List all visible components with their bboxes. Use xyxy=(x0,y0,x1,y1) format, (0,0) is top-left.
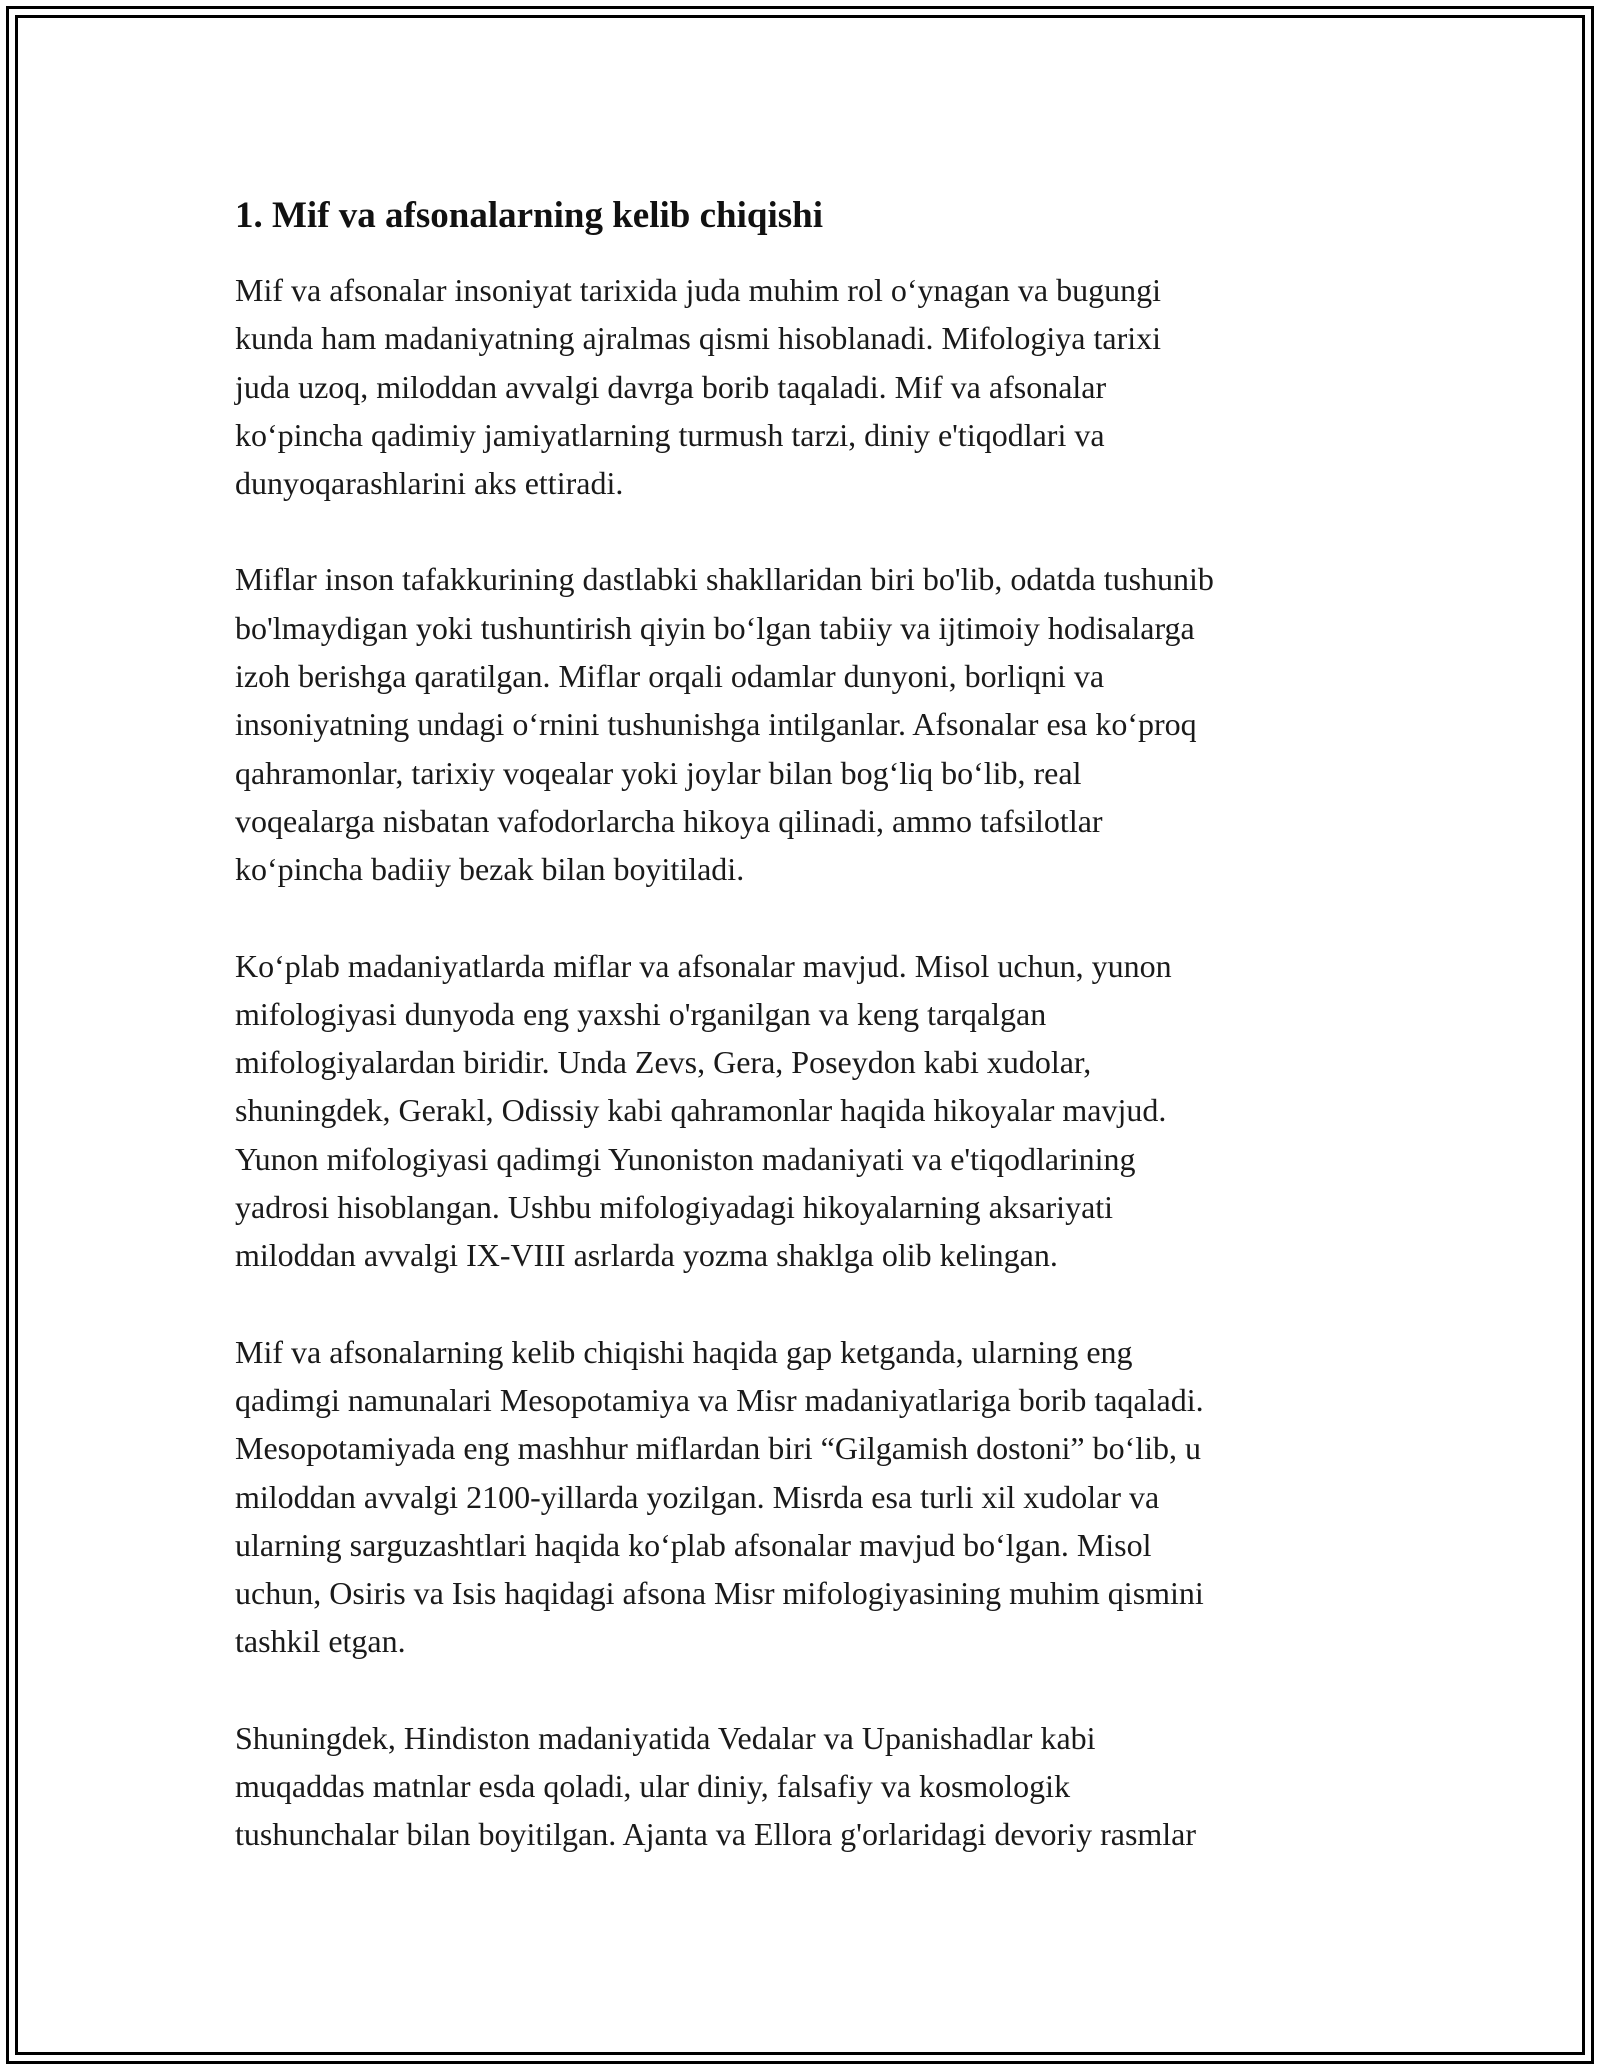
document-body xyxy=(235,188,1375,1907)
paragraph-5: Shuningdek, Hindiston madaniyatida Vedalar va Upanishadlar kabi muqaddas matnlar esda qoladi, ular diniy, falsafiy va kosmologik tushunchalar bilan boyitilgan. Ajanta va Ellora g'orlaridagi devoriy rasmlar xyxy=(235,1719,1197,1853)
paragraph-4: Mif va afsonalarning kelib chiqishi haqida gap ketganda, ularning eng qadimgi namunalari Mesopotamiya va Misr madaniyatlariga borib taqaladi. Mesopotamiyada eng mashhur miflardan biri “Gilgamish dostoni” bo‘lib, u miloddan avvalgi 2100-yillarda yozilgan. Misrda esa turli xil xudolar va ularning sarguzashtlari haqida ko‘plab afsonalar mavjud bo‘lgan. Misol uchun, Osiris va Isis haqidagi afsona Misr mifologiyasining muhim qismini tashkil etgan. xyxy=(235,1333,1204,1660)
paragraph-3: Ko‘plab madaniyatlarda miflar va afsonalar mavjud. Misol uchun, yunon mifologiyasi dunyoda eng yaxshi o'rganilgan va keng tarqalgan mifologiyalardan biridir. Unda Zevs, Gera, Poseydon kabi xudolar, shuningdek, Gerakl, Odissiy kabi qahramonlar haqida hikoyalar mavjud. Yunon mifologiyasi qadimgi Yunoniston madaniyati va e'tiqodlarining yadrosi hisoblangan. Ushbu mifologiyadagi hikoyalarning aksariyati miloddan avvalgi IX-VIII asrlarda yozma shaklga olib kelingan. xyxy=(235,947,1172,1274)
paragraph-1: Mif va afsonalar insoniyat tarixida juda muhim rol o‘ynagan va bugungi kunda ham madaniyatning ajralmas qismi hisoblanadi. Mifologiya tarixi juda uzoq, miloddan avvalgi davrga borib taqaladi. Mif va afsonalar ko‘pincha qadimiy jamiyatlarning turmush tarzi, diniy e'tiqodlari va dunyoqarashlarini aks ettiradi. xyxy=(235,272,1162,502)
paragraph-2: Miflar inson tafakkurining dastlabki shakllaridan biri bo'lib, odatda tushunib bo'lmaydigan yoki tushuntirish qiyin bo‘lgan tabiiy va ijtimoiy hodisalarga izoh berishga qaratilgan. Miflar orqali odamlar dunyoni, borliqni va insoniyatning undagi o‘rnini tushunishga intilganlar. Afsonalar esa ko‘proq qahramonlar, tarixiy voqealar yoki joylar bilan bog‘liq bo‘lib, real voqealarga nisbatan vafodorlarcha hikoya qilinadi, ammo tafsilotlar ko‘pincha badiiy bezak bilan boyitiladi. xyxy=(235,561,1214,888)
section-heading: 1. Mif va afsonalarning kelib chiqishi xyxy=(235,195,823,236)
